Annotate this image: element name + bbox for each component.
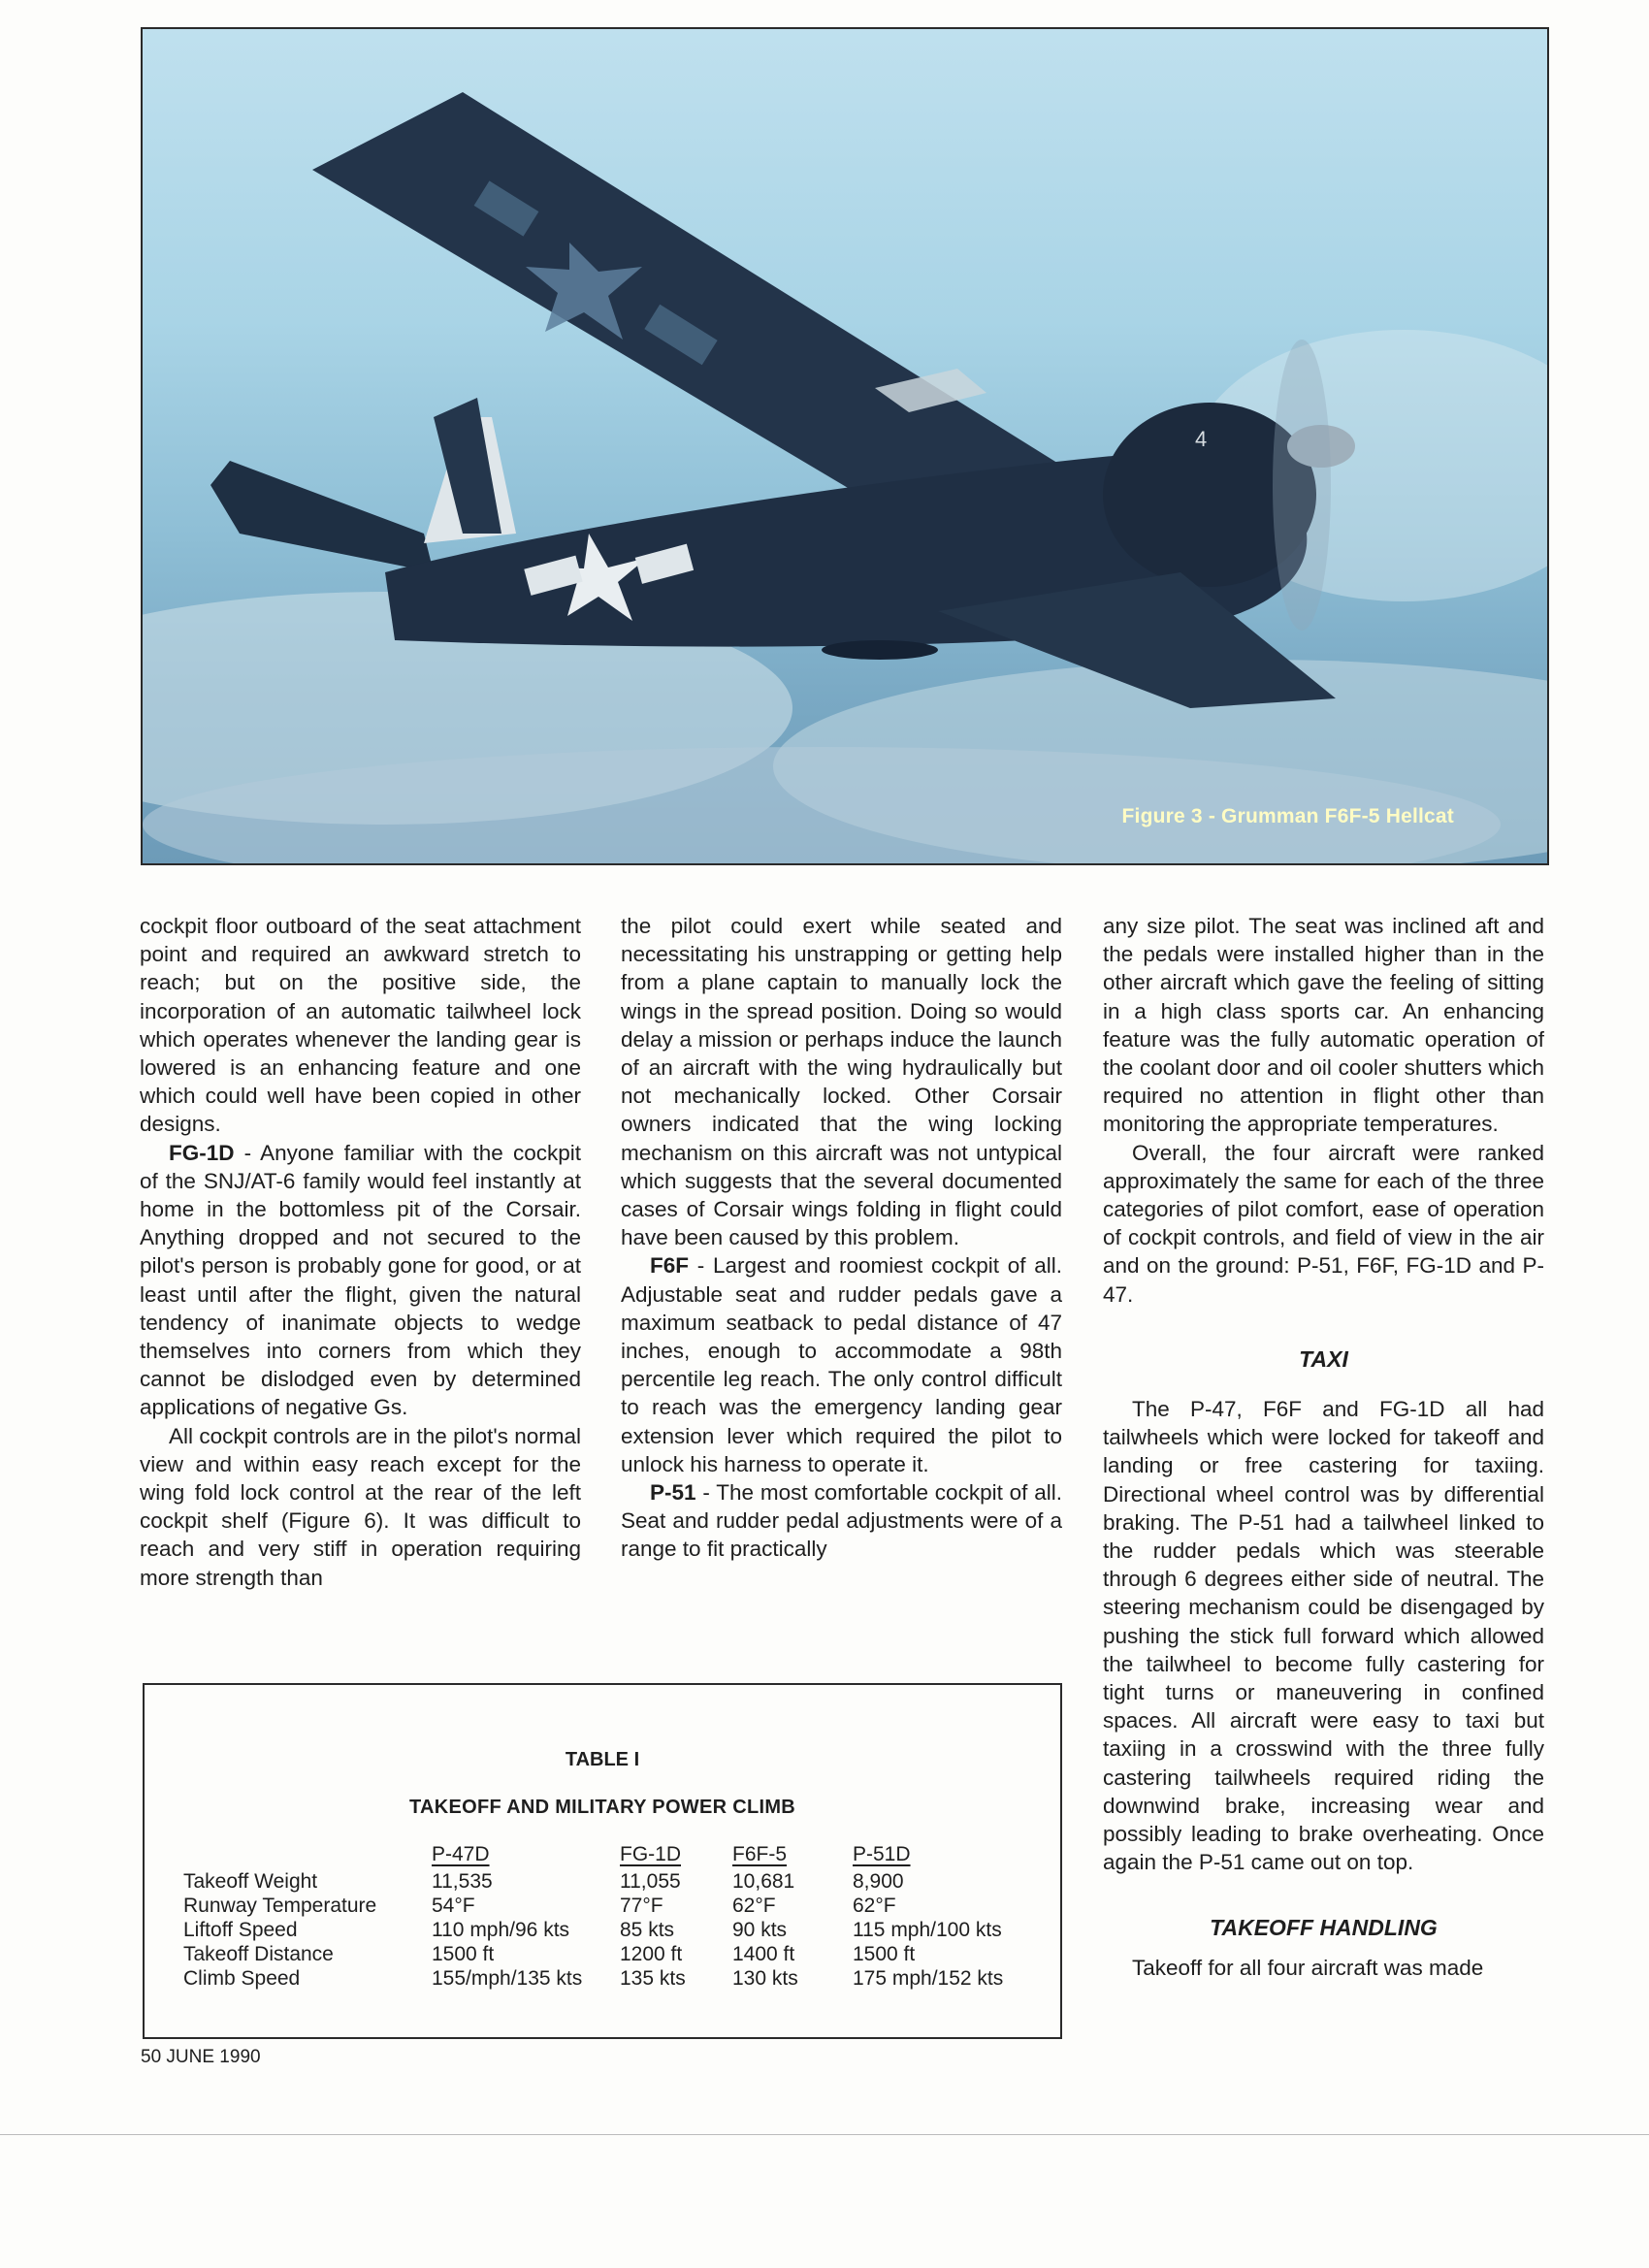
paragraph: the pilot could exert while seated and necessitating his unstrapping or getting help from a plane captain to manually lock the wings in the spread position. Doing so would delay a mission or perhaps induce the launch of an aircraft with the wing hydraulically but not mechanically locked. Other Corsair owners indicated that the wing locking mechanism on this aircraft was not untypical which suggests that the several documented cases of Corsair wings folding in flight could have been caused by this problem. [621, 914, 1062, 1250]
takeoff-table [143, 1683, 1062, 2039]
hellcat-illustration [143, 29, 1549, 865]
table-title: TABLE I [565, 1749, 640, 1770]
cell: 11,055 [620, 1870, 681, 1893]
section-heading-taxi: TAXI [1299, 1345, 1348, 1372]
column-header: P-51D [853, 1843, 911, 1865]
cell: 77°F [620, 1895, 663, 1917]
paragraph-fg1d [140, 1139, 581, 1422]
cell: 1500 ft [432, 1943, 495, 1965]
row-label: Liftoff Speed [183, 1919, 298, 1941]
cell: 155/mph/135 kts [432, 1967, 583, 1990]
text-column-2 [621, 912, 1062, 1564]
figure-caption: Figure 3 - Grumman F6F-5 Hellcat [1121, 805, 1454, 827]
column-header: F6F-5 [732, 1843, 788, 1865]
cell: 90 kts [732, 1919, 788, 1941]
paragraph: any size pilot. The seat was inclined aft and the pedals were installed higher than in the other aircraft which gave the feeling of sitting in a high class sports car. An enhancing feature was the fully automatic operation of the coolant door and oil cooler shutters which required no attention in flight other than monitoring the appropriate temperatures. [1103, 914, 1544, 1137]
cell: 62°F [732, 1895, 776, 1917]
hellcat-photo [141, 27, 1549, 865]
cell: 1500 ft [853, 1943, 916, 1965]
column-header: FG-1D [620, 1843, 681, 1865]
table-subtitle: TAKEOFF AND MILITARY POWER CLIMB [408, 1797, 796, 1818]
cell: 135 kts [620, 1967, 686, 1990]
row-label: Takeoff Weight [183, 1870, 318, 1893]
column-header: P-47D [432, 1843, 490, 1865]
cell: 62°F [853, 1895, 896, 1917]
aircraft-lead: F6F [650, 1253, 690, 1279]
cell: 1400 ft [732, 1943, 795, 1965]
cell: 115 mph/100 kts [853, 1919, 1002, 1941]
paragraph-text: - Largest and roomiest cockpit of all. Adjustable seat and rudder pedals gave a maximum seatback to pedal distance of 47 inches, enough to accommodate a 98th percentile leg reach. The only control difficult to reach was the emergency landing gear extension lever which required the pilot to unlock his harness to operate it. [621, 1253, 1062, 1476]
cell: 10,681 [732, 1870, 795, 1893]
cell: 11,535 [432, 1870, 493, 1893]
paragraph: All cockpit controls are in the pilot's normal view and within easy reach except for the wing fold lock control at the rear of the left cockpit shelf (Figure 6). It was difficult to reach and very stiff in operation requiring more strength than [140, 1423, 581, 1590]
paragraph-text: - Anyone familiar with the cockpit of the SNJ/AT-6 family would feel instantly at home in the bottomless pit of the Corsair. Anything dropped and not secured to the pilot's person is probably gone for good, or at least until after the flight, given the natural tendency of inanimate objects to wedge themselves into corners from which they cannot be dislodged even by determined applications of negative Gs. [140, 1140, 581, 1420]
cell: 54°F [432, 1895, 475, 1917]
cell: 175 mph/152 kts [853, 1967, 1004, 1990]
aircraft-number: 4 [1195, 427, 1208, 451]
row-label: Runway Temperature [183, 1895, 377, 1917]
cell: 110 mph/96 kts [432, 1919, 570, 1941]
row-label: Takeoff Distance [183, 1943, 334, 1965]
aircraft-lead: P-51 [650, 1480, 696, 1506]
cell: 1200 ft [620, 1943, 683, 1965]
row-label: Climb Speed [183, 1967, 301, 1990]
divider [0, 2134, 1649, 2135]
paragraph-text: - The most comfortable cockpit of all. Seat and rudder pedal adjustments were of a range to fit practically [621, 1480, 1062, 1562]
aircraft-lead: FG-1D [169, 1140, 235, 1165]
paragraph: Overall, the four aircraft were ranked approximately the same for each of the three categories of pilot comfort, ease of operation of cockpit controls, and field of view in the air and on the ground: P-51, F6F, FG-1D and P-47. [1103, 1140, 1544, 1307]
cell: 8,900 [853, 1870, 904, 1893]
section-heading-takeoff: TAKEOFF HANDLING [1210, 1914, 1438, 1940]
text-column-3 [1103, 912, 1544, 1982]
text-column-1 [140, 912, 581, 1592]
paragraph: The P-47, F6F and FG-1D all had tailwheels which were locked for takeoff and landing or free castering for taxiing. Directional wheel control was by differential braking. The P-51 had a tailwheel linked to the rudder pedals which was steerable through 6 degrees either side of neutral. The steering mechanism could be disengaged by pushing the stick full forward which allowed the tailwheel to become fully castering for tight turns or maneuvering in confined spaces. All aircraft were easy to taxi but taxiing in a crosswind with the three fully castering tailwheels required riding the downwind brake, increasing wear and possibly leading to brake overheating. Once again the P-51 came out on top. [1103, 1397, 1544, 1875]
paragraph-p51 [621, 1478, 1062, 1564]
cell: 85 kts [620, 1919, 675, 1941]
paragraph: Takeoff for all four aircraft was made [1132, 1955, 1484, 1980]
page-footer: 50 JUNE 1990 [141, 2047, 261, 2067]
paragraph: cockpit floor outboard of the seat attachment point and required an awkward stretch to reach; but on the positive side, the incorporation of an automatic tailwheel lock which operates whenever the landing gear is lowered is an enhancing feature and one which could well have been copied in other designs. [140, 914, 581, 1137]
cell: 130 kts [732, 1967, 798, 1990]
paragraph-f6f [621, 1251, 1062, 1478]
